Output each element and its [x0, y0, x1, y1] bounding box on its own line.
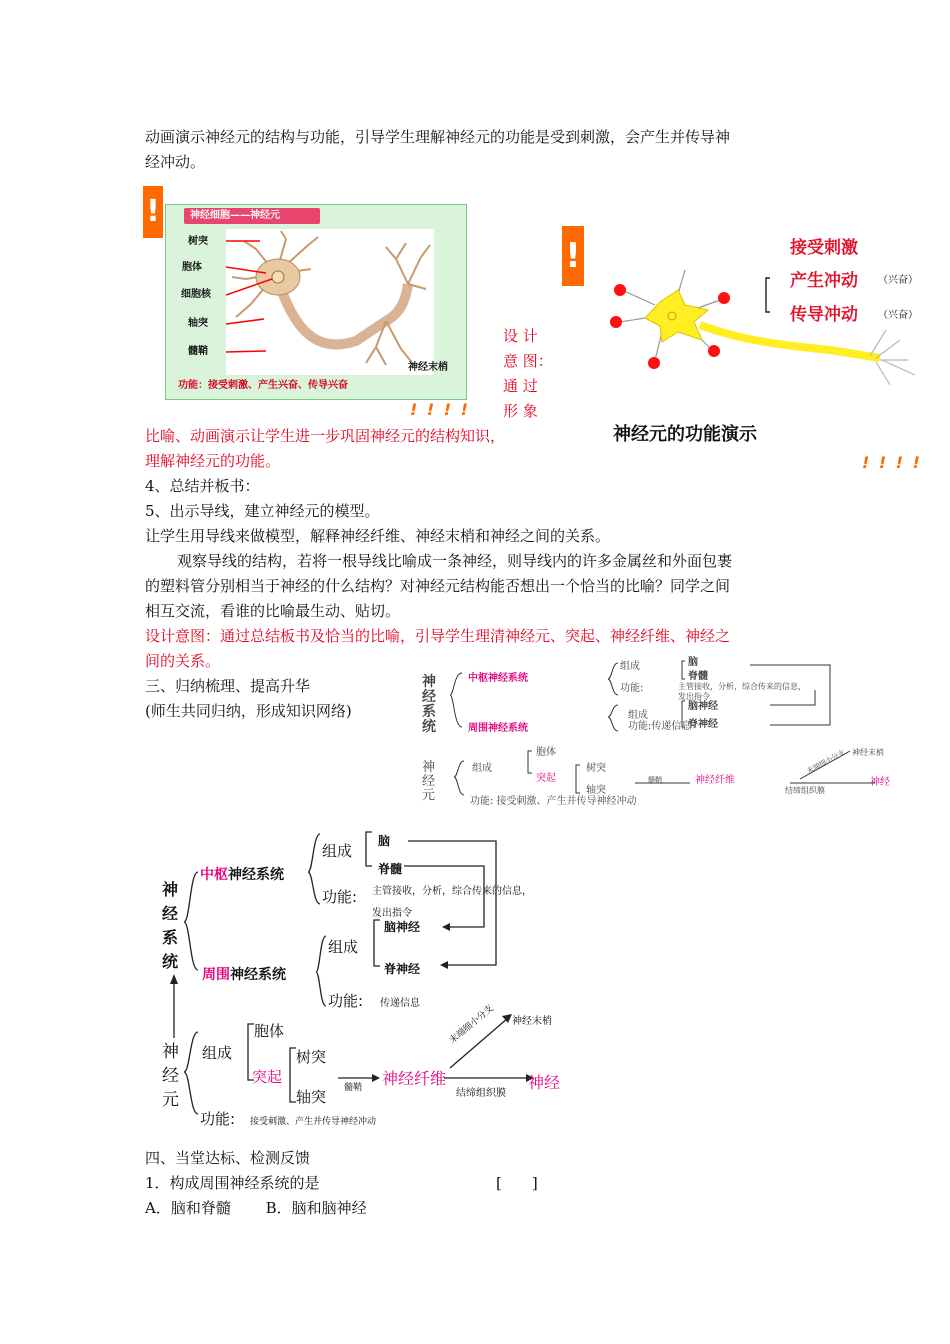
design-cont-1: 比喻、动画演示让学生进一步巩固神经元的结构知识，	[145, 427, 506, 445]
design-note-1: 设计意图：通过总结板书及恰当的比喻，引导学生理清神经元、突起、神经纤维、神经之	[145, 627, 731, 645]
small-spinal: 脊髓	[688, 671, 708, 682]
neuron-structure-figure	[165, 204, 467, 400]
step-text-2b: 的塑料管分别相当于神经的什么结构？对神经元结构能否想出一个恰当的比喻？同学之间	[145, 577, 731, 595]
small-gongneng-1: 功能:	[620, 683, 644, 694]
quiz-question-1: 1．构成周围神经系统的是	[145, 1174, 320, 1192]
diagram-brain: 脑	[378, 834, 391, 848]
diagram-pns-gongneng: 功能:	[328, 992, 364, 1010]
demo-note-1: （兴奋）	[878, 275, 918, 286]
small-title-ns: 神经系统	[422, 674, 436, 735]
diagram-neuron-zucheng: 组成	[202, 1044, 233, 1062]
small-pns: 周围神经系统	[468, 723, 528, 734]
demo-note-2: （兴奋）	[878, 310, 918, 321]
small-brain-nerve: 脑神经	[688, 701, 718, 712]
small-neuron-zucheng: 组成	[472, 763, 492, 774]
demo-caption: 神经元的功能演示	[613, 424, 757, 445]
diagram-cns-prefix: 中枢	[200, 867, 228, 883]
exclaim-icon: !	[143, 186, 163, 238]
label-nucleus: 细胞核	[181, 289, 211, 300]
diagram-cns-function: 主管接收，分析，综合传来的信息，	[372, 886, 532, 897]
small-zucheng-2: 组成	[628, 710, 648, 721]
diagram-pns-prefix: 周围	[202, 967, 230, 983]
label-axon: 轴突	[188, 318, 208, 329]
diagram-dendrite: 树突	[296, 1048, 327, 1066]
diagram-cell-body: 胞体	[254, 1022, 285, 1040]
small-axon: 轴突	[586, 785, 606, 796]
small-process: 突起	[536, 773, 556, 784]
section-3-note: (师生共同归纳，形成知识网络)	[145, 702, 352, 720]
figure-function-text: 功能：接受刺激、产生兴奋、传导兴奋	[178, 380, 348, 391]
design-side-1: 设 计	[503, 327, 538, 345]
diagram-axon: 轴突	[296, 1088, 327, 1106]
small-brain: 脑	[688, 657, 698, 668]
design-side-4: 形 象	[503, 402, 538, 420]
small-pns-func: 功能:传递信息	[628, 721, 692, 732]
small-knowledge-diagram	[420, 655, 920, 805]
diagram-cns-suffix: 神经系统	[228, 867, 284, 883]
diagram-pns-suffix: 神经系统	[230, 967, 286, 983]
diagram-cns-gongneng: 功能:	[322, 888, 358, 906]
diagram-pns-zucheng: 组成	[328, 938, 359, 956]
small-tissue: 结缔组织膜	[785, 786, 825, 795]
design-cont-2: 理解神经元的功能。	[145, 452, 281, 470]
neuron-function-figure	[590, 250, 920, 400]
small-cns: 中枢神经系统	[468, 673, 528, 684]
quiz-options: A．脑和脊髓 B．脑和脑神经	[145, 1199, 367, 1217]
bangs-decoration: ! ! ! !	[410, 400, 470, 419]
diagram-neuron: 神经元	[162, 1042, 179, 1110]
diagram-pns	[202, 964, 286, 984]
diagram-process: 突起	[252, 1068, 283, 1086]
diagram-cns-function-2: 发出指令	[372, 908, 412, 919]
demo-item-3: 传导冲动	[790, 305, 858, 325]
demo-item-1: 接受刺激	[790, 238, 858, 258]
small-branch: 末端细小分支	[805, 748, 847, 776]
diagram-neuron-function: 接受刺激、产生并传导神经冲动	[250, 1117, 377, 1127]
step-4: 4、总结并板书：	[145, 477, 260, 495]
quiz-answer-bracket[interactable]: [ ]	[496, 1174, 538, 1192]
section-3-heading: 三、归纳梳理、提高升华	[145, 677, 311, 695]
design-side-3: 通 过	[503, 377, 538, 395]
demo-item-2: 产生冲动	[790, 271, 858, 291]
figure-title: 神经细胞——神经元	[184, 208, 320, 224]
step-text-1: 让学生用导线来做模型，解释神经纤维、神经末梢和神经之间的关系。	[145, 527, 611, 545]
step-5: 5、出示导线，建立神经元的模型。	[145, 502, 380, 520]
small-title-neuron: 神经元	[422, 760, 436, 803]
diagram-nervous-system: 神经系统	[162, 880, 179, 971]
diagram-nerve-ending: 神经末梢	[512, 1016, 552, 1027]
small-cns-func: 主管接收，分析，综合传来的信息，	[678, 682, 806, 691]
design-note-2: 间的关系。	[145, 652, 221, 670]
small-neuron-func: 功能: 接受刺激、产生并传导神经冲动	[470, 796, 637, 807]
small-myelin: 髓鞘	[648, 776, 662, 784]
label-dendrite: 树突	[188, 236, 208, 247]
diagram-spinal-nerve: 脊神经	[384, 962, 421, 976]
diagram-nerve-fiber: 神经纤维	[382, 1069, 447, 1088]
diagram-spinal-cord: 脊髓	[378, 862, 403, 876]
diagram-cns-zucheng: 组成	[322, 842, 353, 860]
diagram-neuron-gongneng: 功能:	[200, 1110, 236, 1128]
label-nerve-ending: 神经末梢	[408, 362, 448, 373]
diagram-connective-tissue: 结缔组织膜	[456, 1088, 506, 1099]
quiz-heading: 四、当堂达标、检测反馈	[145, 1149, 311, 1167]
demo-bangs-decoration: ! ! ! !	[862, 453, 922, 472]
figure-canvas	[226, 229, 434, 375]
small-ending: 神经末梢	[852, 748, 884, 757]
neuron-drawing	[226, 229, 434, 375]
knowledge-network-diagram	[150, 822, 580, 1132]
diagram-nerve: 神经	[528, 1073, 561, 1092]
label-cell-body: 胞体	[182, 262, 202, 273]
diagram-branch: 末端细小分支	[447, 1003, 496, 1046]
small-spinal-nerve: 脊神经	[688, 719, 718, 730]
step-text-2c: 相互交流，看谁的比喻最生动、贴切。	[145, 602, 401, 620]
demo-exclaim-icon: !	[562, 226, 584, 286]
small-nerve: 神经	[870, 777, 890, 788]
label-myelin: 髓鞘	[188, 346, 208, 357]
small-fiber: 神经纤维	[695, 775, 735, 786]
diagram-pns-function: 传递信息	[380, 998, 420, 1009]
small-cns-func-2: 发出指令	[678, 692, 710, 701]
diagram-brain-nerve: 脑神经	[384, 920, 421, 934]
design-side-2: 意 图：	[503, 352, 553, 370]
small-zucheng-1: 组成	[620, 661, 640, 672]
intro-line-1: 动画演示神经元的结构与功能，引导学生理解神经元的功能是受到刺激，会产生并传导神	[145, 128, 731, 146]
step-text-2a: 观察导线的结构，若将一根导线比喻成一条神经，则导线内的许多金属丝和外面包裹	[177, 552, 733, 570]
function-neuron-drawing	[590, 250, 920, 400]
diagram-cns	[200, 864, 284, 884]
small-cell-body: 胞体	[536, 747, 556, 758]
diagram-myelin: 髓鞘	[344, 1083, 363, 1093]
intro-line-2: 经冲动。	[145, 153, 206, 171]
small-dendrite: 树突	[586, 763, 606, 774]
